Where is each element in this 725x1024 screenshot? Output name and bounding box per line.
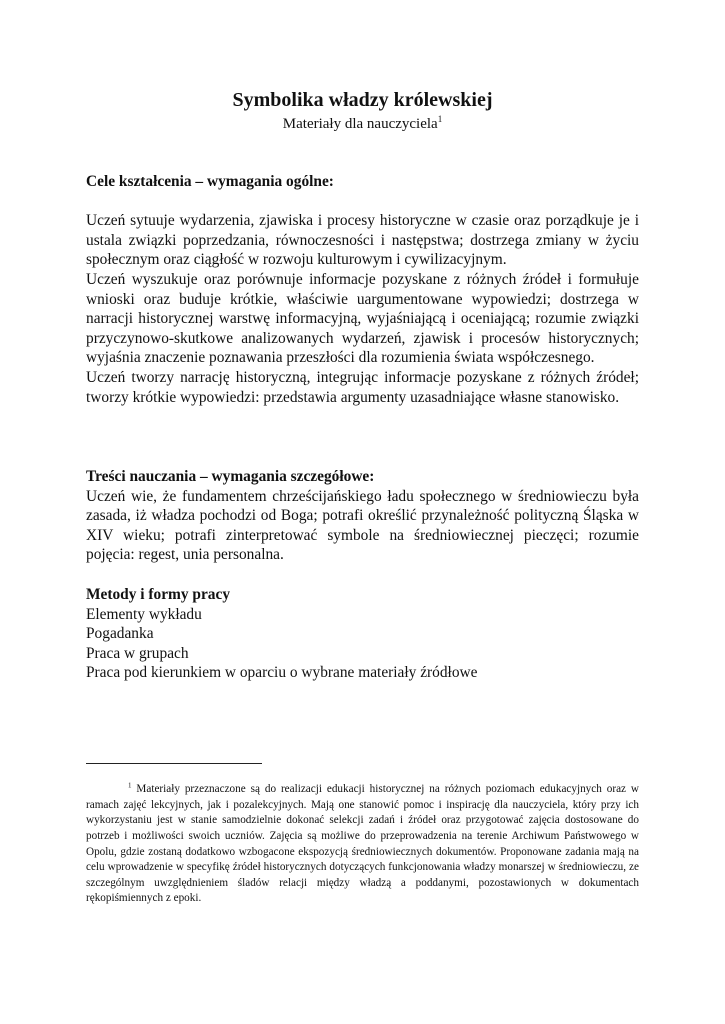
section-methods (86, 585, 639, 683)
footnote-divider (86, 763, 262, 764)
content-paragraph: Uczeń wie, że fundamentem chrześcijańskiego ładu społecznego w średniowieczu była zasada, iż władza pochodzi od Boga; potrafi określić przynależność polityczną Śląska w XIV wieku; potrafi zinterpretować symbole na średniowiecznej pieczęci; rozumie pojęcia: regest, unia personalna. (86, 487, 639, 564)
methods-list-item: Elementy wykładu (86, 605, 202, 623)
section-goals-heading: Cele kształcenia – wymagania ogólne: (86, 173, 334, 190)
section-goals (86, 172, 639, 407)
goals-paragraph: Uczeń wyszukuje oraz porównuje informacje pozyskane z różnych źródeł i formułuje wnioski oraz buduje krótkie, właściwie uargumentowane wypowiedzi; dostrzega w narracji historycznej warstwę informacyjną, wyjaśniającą i oceniającą; rozumie związki przyczynowo-skutkowe analizowanych wydarzeń, zjawisk i procesów historycznych; wyjaśnia znaczenie poznawania przeszłości dla rozumienia świata współczesnego. (86, 270, 639, 367)
document-subtitle (0, 114, 725, 134)
section-content (86, 467, 639, 565)
goals-paragraph: Uczeń sytuuje wydarzenia, zjawiska i procesy historyczne w czasie oraz porządkuje je i ustala związki poprzedzania, równoczesności i następstwa; dostrzega zmiany w życiu społecznym oraz ciągłość w rozwoju kulturowym i cywilizacyjnym. (86, 212, 639, 269)
methods-list (86, 605, 639, 683)
subtitle-text: Materiały dla nauczyciela (282, 116, 438, 132)
footnote (86, 782, 639, 907)
goals-paragraph: Uczeń tworzy narrację historyczną, integrując informacje pozyskane z różnych źródeł; tworzy krótkie wypowiedzi: przedstawia argumenty uzasadniające własne stanowisko. (86, 368, 639, 406)
methods-list-item: Praca w grupach (86, 644, 189, 662)
section-methods-heading: Metody i formy pracy (86, 586, 231, 603)
document-title: Symbolika władzy królewskiej (232, 89, 493, 111)
methods-list-item: Praca pod kierunkiem w oparciu o wybrane materiały źródłowe (86, 664, 478, 682)
methods-list-item: Pogadanka (86, 625, 154, 643)
footnote-reference[interactable]: 1 (437, 114, 443, 124)
section-content-heading: Treści nauczania – wymagania szczegółowe: (86, 468, 375, 485)
footnote-marker: 1 (128, 781, 132, 790)
footnote-text: Materiały przeznaczone są do realizacji edukacji historycznej na różnych poziomach edukacyjnych oraz w ramach zajęć lekcyjnych, jak i pozalekcyjnych. Mają one stanowić pomoc i inspirację dla nauczyciela, który przy ich wykorzystaniu jest w stanie samodzielnie dokonać selekcji zadań i źródeł oraz przygotować zajęcia dostosowane do potrzeb i możliwości swoich uczniów. Zajęcia są możliwe do przeprowadzenia na terenie Archiwum Państwowego w Opolu, gdzie zostaną dodatkowo wzbogacone ekspozycją średniowiecznych dokumentów. Proponowane zadania mają na celu wprowadzenie w specyfikę źródeł historycznych dotyczących funkcjonowania władzy monarszej w średniowieczu, ze szczególnym uwzględnieniem śladów relacji między władzą a poddanymi, pozostawionych w dokumentach rękopiśmiennych z epoki. (86, 783, 639, 905)
